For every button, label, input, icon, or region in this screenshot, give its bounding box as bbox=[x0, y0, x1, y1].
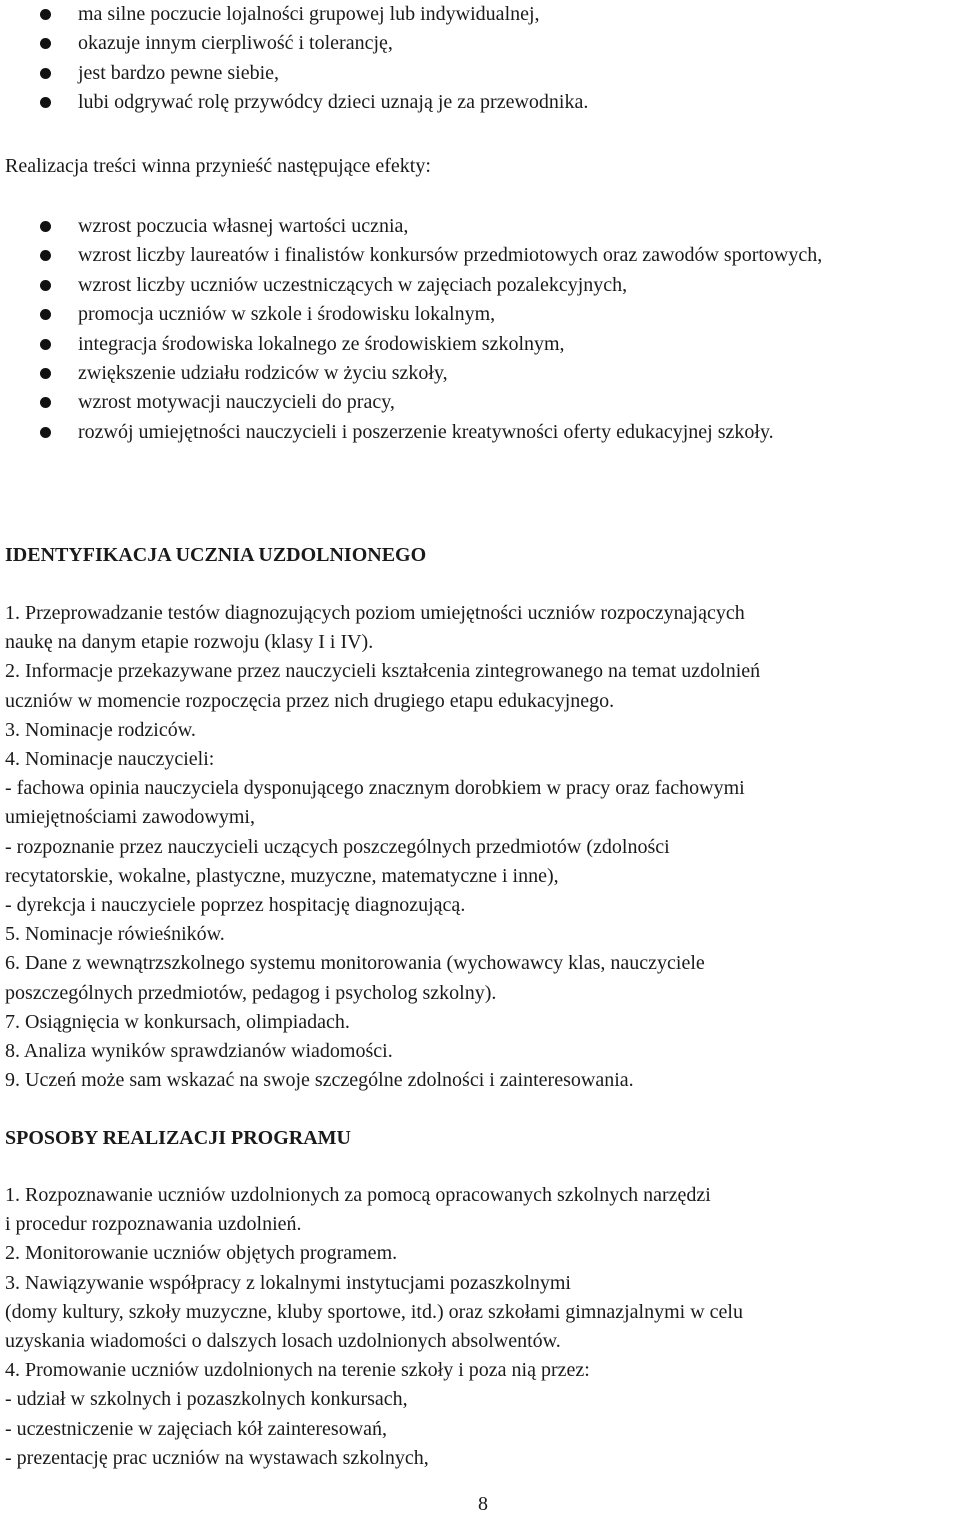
page-number: 8 bbox=[478, 1493, 488, 1515]
text-line: - dyrekcja i nauczyciele poprzez hospitację diagnozującą. bbox=[5, 894, 466, 917]
list-item bbox=[0, 0, 960, 29]
list-item-text: zwiększenie udziału rodziców w życiu szkoły, bbox=[78, 362, 448, 385]
list-item-text: jest bardzo pewne siebie, bbox=[78, 61, 280, 84]
implementation-list bbox=[5, 1181, 743, 1473]
effects-list bbox=[0, 212, 960, 447]
list-item-text: lubi odgrywać rolę przywódcy dzieci uznają je za przewodnika. bbox=[78, 91, 589, 114]
text-line: 2. Informacje przekazywane przez nauczycieli kształcenia zintegrowanego na temat uzdolnień bbox=[5, 660, 761, 683]
text-line: 3. Nominacje rodziców. bbox=[5, 718, 196, 741]
list-item bbox=[0, 29, 960, 58]
list-item-text: wzrost poczucia własnej wartości ucznia, bbox=[78, 215, 409, 237]
text-line: 1. Przeprowadzanie testów diagnozujących poziom umiejętności uczniów rozpoczynających bbox=[5, 602, 745, 624]
text-line: i procedur rozpoznawania uzdolnień. bbox=[5, 1213, 302, 1236]
list-item-text: rozwój umiejętności nauczycieli i poszerzenie kreatywności oferty edukacyjnej szkoły. bbox=[78, 420, 774, 443]
list-item-text: wzrost liczby uczniów uczestniczących w zajęciach pozalekcyjnych, bbox=[78, 273, 628, 296]
bullet-icon bbox=[40, 97, 51, 108]
bullet-icon bbox=[40, 9, 51, 20]
text-line: (domy kultury, szkoły muzyczne, kluby sportowe, itd.) oraz szkołami gimnazjalnymi w celu bbox=[5, 1300, 743, 1323]
text-line: umiejętnościami zawodowymi, bbox=[5, 806, 255, 829]
list-item bbox=[0, 59, 960, 88]
list-item-text: integracja środowiska lokalnego ze środowiskiem szkolnym, bbox=[78, 332, 565, 355]
list-item-text: ma silne poczucie lojalności grupowej lub indywidualnej, bbox=[78, 3, 540, 25]
text-line: 4. Nominacje nauczycieli: bbox=[5, 748, 215, 771]
text-line: uczniów w momencie rozpoczęcia przez nich drugiego etapu edukacyjnego. bbox=[5, 689, 615, 712]
section-heading-implementation: SPOSOBY REALIZACJI PROGRAMU bbox=[5, 1127, 351, 1149]
bullet-icon bbox=[40, 221, 51, 232]
bullet-icon bbox=[40, 68, 51, 79]
text-line: 5. Nominacje rówieśników. bbox=[5, 923, 225, 946]
text-line: - rozpoznanie przez nauczycieli uczących poszczególnych przedmiotów (zdolności bbox=[5, 835, 670, 858]
text-line: poszczególnych przedmiotów, pedagog i psycholog szkolny). bbox=[5, 981, 497, 1004]
effects-intro: Realizacja treści winna przynieść następujące efekty: bbox=[5, 155, 431, 177]
text-line: uzyskania wiadomości o dalszych losach uzdolnionych absolwentów. bbox=[5, 1330, 561, 1353]
list-item bbox=[0, 300, 960, 329]
text-line: - udział w szkolnych i pozaszkolnych konkursach, bbox=[5, 1388, 408, 1411]
list-item bbox=[0, 212, 960, 241]
list-item bbox=[0, 271, 960, 300]
text-line: - prezentację prac uczniów na wystawach szkolnych, bbox=[5, 1446, 429, 1469]
list-item bbox=[0, 88, 960, 117]
bullet-icon bbox=[40, 38, 51, 49]
traits-list bbox=[0, 0, 960, 118]
list-item-text: wzrost liczby laureatów i finalistów konkursów przedmiotowych oraz zawodów sportowych, bbox=[78, 244, 823, 267]
list-item bbox=[0, 330, 960, 359]
text-line: 4. Promowanie uczniów uzdolnionych na terenie szkoły i poza nią przez: bbox=[5, 1359, 590, 1382]
list-item bbox=[0, 359, 960, 388]
bullet-icon bbox=[40, 309, 51, 320]
text-line: 1. Rozpoznawanie uczniów uzdolnionych za pomocą opracowanych szkolnych narzędzi bbox=[5, 1184, 711, 1206]
identification-list bbox=[5, 599, 760, 1095]
text-line: recytatorskie, wokalne, plastyczne, muzyczne, matematyczne i inne), bbox=[5, 864, 559, 887]
bullet-icon bbox=[40, 250, 51, 261]
text-line: 3. Nawiązywanie współpracy z lokalnymi instytucjami pozaszkolnymi bbox=[5, 1271, 571, 1294]
text-line: naukę na danym etapie rozwoju (klasy I i IV). bbox=[5, 631, 374, 654]
list-item-text: okazuje innym cierpliwość i tolerancję, bbox=[78, 32, 393, 55]
list-item bbox=[0, 418, 960, 447]
text-line: 2. Monitorowanie uczniów objętych programem. bbox=[5, 1242, 398, 1265]
text-line: - fachowa opinia nauczyciela dysponującego znacznym dorobkiem w pracy oraz fachowymi bbox=[5, 777, 745, 800]
section-heading-identification: IDENTYFIKACJA UCZNIA UZDOLNIONEGO bbox=[5, 544, 427, 566]
text-line: 8. Analiza wyników sprawdzianów wiadomości. bbox=[5, 1040, 393, 1063]
list-item-text: promocja uczniów w szkole i środowisku lokalnym, bbox=[78, 303, 496, 326]
bullet-icon bbox=[40, 427, 51, 438]
bullet-icon bbox=[40, 368, 51, 379]
bullet-icon bbox=[40, 339, 51, 350]
text-line: 9. Uczeń może sam wskazać na swoje szczególne zdolności i zainteresowania. bbox=[5, 1069, 634, 1092]
bullet-icon bbox=[40, 397, 51, 408]
text-line: - uczestniczenie w zajęciach kół zainteresowań, bbox=[5, 1417, 388, 1440]
bullet-icon bbox=[40, 280, 51, 291]
list-item-text: wzrost motywacji nauczycieli do pracy, bbox=[78, 391, 395, 414]
text-line: 7. Osiągnięcia w konkursach, olimpiadach. bbox=[5, 1010, 350, 1033]
text-line: 6. Dane z wewnątrzszkolnego systemu monitorowania (wychowawcy klas, nauczyciele bbox=[5, 952, 705, 975]
list-item bbox=[0, 241, 960, 270]
list-item bbox=[0, 388, 960, 417]
